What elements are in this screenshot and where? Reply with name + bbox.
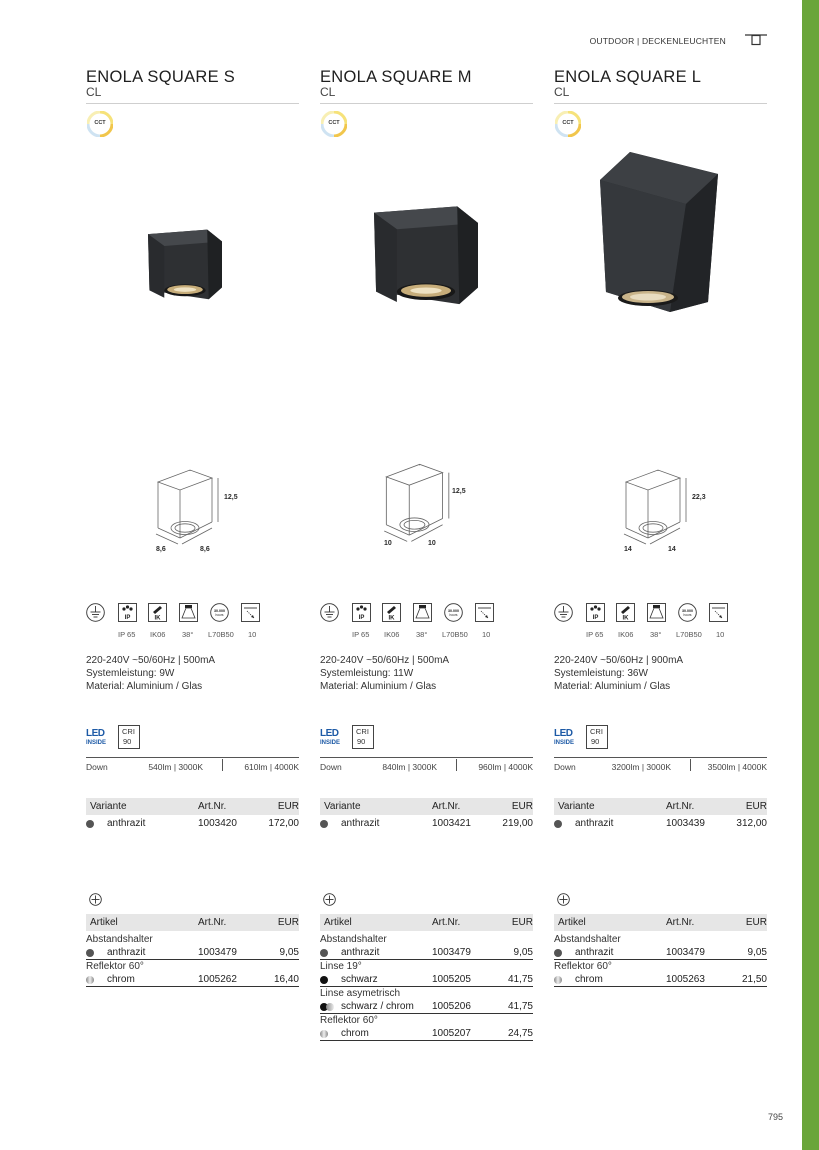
lumen-direction: Down [320,762,342,772]
lumen-separator [690,759,691,771]
color-swatch [320,976,328,984]
cct-label: CCT [562,120,574,126]
cutoff-icon [241,603,260,622]
ceiling-light-icon [745,34,767,48]
feature-label: 10 [716,630,725,639]
beam-angle-icon [179,603,198,622]
product-subtitle: CL [320,85,336,99]
accessory-table-header [320,914,533,931]
lumen-row [554,757,767,774]
variant-name: anthrazit [341,818,380,829]
title-divider [554,103,767,104]
chrome-swatch [320,1030,328,1038]
led-inside-label: INSIDE [320,740,341,746]
dim-height: 22,3 [692,494,706,501]
variant-table-header [320,798,533,815]
row-underline [554,986,767,987]
beam-angle-icon [413,603,432,622]
color-swatch [554,949,562,957]
accessory-price: 24,75 [507,1028,533,1039]
lumen-separator [456,759,457,771]
led-inside-badge [320,725,380,751]
lumen-4000k: 3500lm | 4000K [707,762,767,772]
tech-specs [86,654,215,693]
lifetime-icon [444,603,463,622]
product-column-s [86,68,299,985]
variant-row[interactable] [554,818,767,831]
cri-box [352,725,374,749]
variant-price: 312,00 [736,818,767,829]
tech-specs [320,654,449,693]
led-inside-badge [86,725,146,751]
svg-text:30.000: 30.000 [214,609,225,613]
led-label: LED [86,728,105,739]
cri-label: CRI [590,727,603,736]
feature-label: IK06 [150,630,166,639]
ip-rating-icon [118,603,137,622]
feature-icons [320,603,510,627]
ik-rating-icon [148,603,167,622]
page-number: 795 [767,1112,783,1122]
lumen-3000k: 3200lm | 3000K [611,762,671,772]
dim-width-left: 14 [624,546,632,553]
variant-artnr: 1003439 [666,818,705,829]
feature-icons [86,603,276,627]
feature-label: IP 65 [118,630,136,639]
product-title: ENOLA SQUARE S [86,68,236,86]
accessory-artnr: 1005205 [432,974,471,985]
color-swatch [320,820,328,828]
accessory-name: schwarz / chrom [341,1001,414,1012]
accessory-name: chrom [575,974,603,985]
accessory-group: Reflektor 60° [554,961,612,972]
accessory-artnr: 1003479 [666,947,705,958]
row-underline [320,1013,533,1014]
feature-icons [554,603,744,627]
led-inside-label: INSIDE [554,740,575,746]
lifetime-icon [210,603,229,622]
col-eur: EUR [745,801,767,812]
variant-artnr: 1003420 [198,818,237,829]
led-inside-badge [554,725,614,751]
accessory-artnr: 1003479 [432,947,471,958]
spec-line: 220-240V ~50/60Hz | 900mA [554,655,684,666]
feature-label: L70B50 [442,630,468,639]
chrome-swatch [326,1003,334,1011]
accessory-group: Linse 19° [320,961,362,972]
feature-label: IP 65 [352,630,370,639]
lumen-separator [222,759,223,771]
breadcrumb: OUTDOOR | DECKENLEUCHTEN [589,36,726,46]
product-column-l [554,68,767,985]
variant-table-header [554,798,767,815]
col-eur: EUR [277,917,299,928]
col-artnr: Art.Nr. [432,917,461,928]
svg-text:IK: IK [622,615,629,622]
svg-text:IP: IP [124,615,131,621]
svg-text:IP: IP [592,615,599,621]
feature-label: IP 65 [586,630,604,639]
row-underline [320,1040,533,1041]
title-divider [86,103,299,104]
variant-artnr: 1003421 [432,818,471,829]
accessory-name: anthrazit [575,947,614,958]
cri-value: 90 [123,737,132,746]
lumen-direction: Down [86,762,108,772]
product-photo [374,190,478,313]
color-swatch [320,949,328,957]
color-swatch [86,820,94,828]
title-divider [320,103,533,104]
svg-text:IK: IK [154,615,161,622]
accessory-table-header [86,914,299,931]
feature-label: 10 [248,630,257,639]
cct-badge [555,111,581,137]
product-subtitle: CL [86,85,102,99]
accessory-artnr: 1003479 [198,947,237,958]
svg-text:30.000: 30.000 [448,609,459,613]
color-swatch [86,949,94,957]
led-inside-label: INSIDE [86,740,107,746]
accessory-group: Reflektor 60° [320,1015,378,1026]
cri-label: CRI [122,727,135,736]
col-eur: EUR [511,917,533,928]
tech-specs [554,654,683,693]
feature-label: L70B50 [208,630,234,639]
lumen-row [86,757,299,774]
variant-row[interactable] [320,818,533,831]
accessory-group: Abstandshalter [554,934,621,945]
dim-height: 12,5 [224,494,238,501]
cct-label: CCT [94,120,106,126]
cri-value: 90 [357,737,366,746]
spec-line: 220-240V ~50/60Hz | 500mA [86,655,216,666]
col-eur: EUR [277,801,299,812]
accessory-group: Linse asymetrisch [320,988,401,999]
variant-name: anthrazit [107,818,146,829]
dim-width-right: 8,6 [200,546,210,553]
col-variante: Variante [324,801,361,812]
row-underline [320,986,533,987]
col-artnr: Art.Nr. [666,917,695,928]
accessory-group: Abstandshalter [86,934,153,945]
col-artikel: Artikel [90,917,118,928]
spec-line: Systemleistung: 9W [86,668,175,679]
col-artnr: Art.Nr. [198,917,227,928]
spec-line: Systemleistung: 11W [320,668,414,679]
accessory-price: 16,40 [273,974,299,985]
feature-label: L70B50 [676,630,702,639]
cri-box [586,725,608,749]
product-title: ENOLA SQUARE L [554,68,702,86]
accessory-artnr: 1005262 [198,974,237,985]
cri-box [118,725,140,749]
dimension-drawing [378,458,478,554]
product-column-m [320,68,533,1039]
product-photo [600,152,718,317]
spec-line: 220-240V ~50/60Hz | 500mA [320,655,450,666]
dim-width-right: 14 [668,546,676,553]
ik-rating-icon [382,603,401,622]
dim-width-right: 10 [428,540,436,547]
accessories-plus-icon [557,893,570,906]
spec-line: Material: Aluminium / Glas [86,681,203,692]
color-swatch [554,820,562,828]
beam-angle-icon [647,603,666,622]
dimension-drawing [618,464,714,556]
accessory-name: anthrazit [107,947,146,958]
ground-icon [86,603,105,622]
svg-text:hours: hours [683,613,692,617]
lumen-3000k: 540lm | 3000K [148,762,203,772]
feature-label: 38° [182,630,194,639]
accessory-artnr: 1005207 [432,1028,471,1039]
cri-label: CRI [356,727,369,736]
row-underline [86,986,299,987]
cct-badge [87,111,113,137]
dimension-drawing [150,464,246,556]
accessory-name: chrom [341,1028,369,1039]
dim-height: 12,5 [452,488,466,495]
svg-text:hours: hours [449,613,458,617]
chrome-swatch [86,976,94,984]
col-eur: EUR [745,917,767,928]
cct-label: CCT [328,120,340,126]
svg-text:hours: hours [215,613,224,617]
col-eur: EUR [511,801,533,812]
cri-value: 90 [591,737,600,746]
col-variante: Variante [558,801,595,812]
cutoff-icon [709,603,728,622]
cutoff-icon [475,603,494,622]
feature-label: IK06 [384,630,400,639]
ground-icon [554,603,573,622]
dim-width-left: 8,6 [156,546,166,553]
ground-icon [320,603,339,622]
product-subtitle: CL [554,85,570,99]
variant-price: 219,00 [502,818,533,829]
svg-text:IP: IP [358,615,365,621]
spec-line: Material: Aluminium / Glas [554,681,671,692]
col-artikel: Artikel [558,917,586,928]
variant-table-header [86,798,299,815]
side-color-bar [802,0,819,1150]
lifetime-icon [678,603,697,622]
led-label: LED [320,728,339,739]
feature-label: 10 [482,630,491,639]
accessories-plus-icon [323,893,336,906]
accessory-name: chrom [107,974,135,985]
accessory-artnr: 1005263 [666,974,705,985]
led-label: LED [554,728,573,739]
col-artikel: Artikel [324,917,352,928]
lumen-4000k: 610lm | 4000K [244,762,299,772]
accessory-price: 41,75 [507,974,533,985]
row-underline [86,959,299,960]
lumen-3000k: 840lm | 3000K [382,762,437,772]
ip-rating-icon [586,603,605,622]
col-artnr: Art.Nr. [198,801,227,812]
lumen-row [320,757,533,774]
variant-row[interactable] [86,818,299,831]
accessory-group: Reflektor 60° [86,961,144,972]
accessory-table-header [554,914,767,931]
variant-price: 172,00 [268,818,299,829]
accessory-artnr: 1005206 [432,1001,471,1012]
accessory-price: 21,50 [741,974,767,985]
feature-label: 38° [416,630,428,639]
ip-rating-icon [352,603,371,622]
accessory-price: 41,75 [507,1001,533,1012]
feature-label: IK06 [618,630,634,639]
col-artnr: Art.Nr. [432,801,461,812]
dim-width-left: 10 [384,540,392,547]
svg-text:IK: IK [388,615,395,622]
product-title: ENOLA SQUARE M [320,68,472,86]
accessory-name: schwarz [341,974,378,985]
spec-line: Material: Aluminium / Glas [320,681,437,692]
accessory-price: 9,05 [513,947,533,958]
accessory-price: 9,05 [279,947,299,958]
col-artnr: Art.Nr. [666,801,695,812]
spec-line: Systemleistung: 36W [554,668,648,679]
feature-label: 38° [650,630,662,639]
chrome-swatch [554,976,562,984]
cct-badge [321,111,347,137]
row-underline [554,959,767,960]
product-photo [148,210,222,315]
lumen-4000k: 960lm | 4000K [478,762,533,772]
accessory-price: 9,05 [747,947,767,958]
accessories-plus-icon [89,893,102,906]
ik-rating-icon [616,603,635,622]
lumen-direction: Down [554,762,576,772]
svg-text:30.000: 30.000 [682,609,693,613]
row-underline [320,959,533,960]
variant-name: anthrazit [575,818,614,829]
accessory-group: Abstandshalter [320,934,387,945]
col-variante: Variante [90,801,127,812]
accessory-name: anthrazit [341,947,380,958]
